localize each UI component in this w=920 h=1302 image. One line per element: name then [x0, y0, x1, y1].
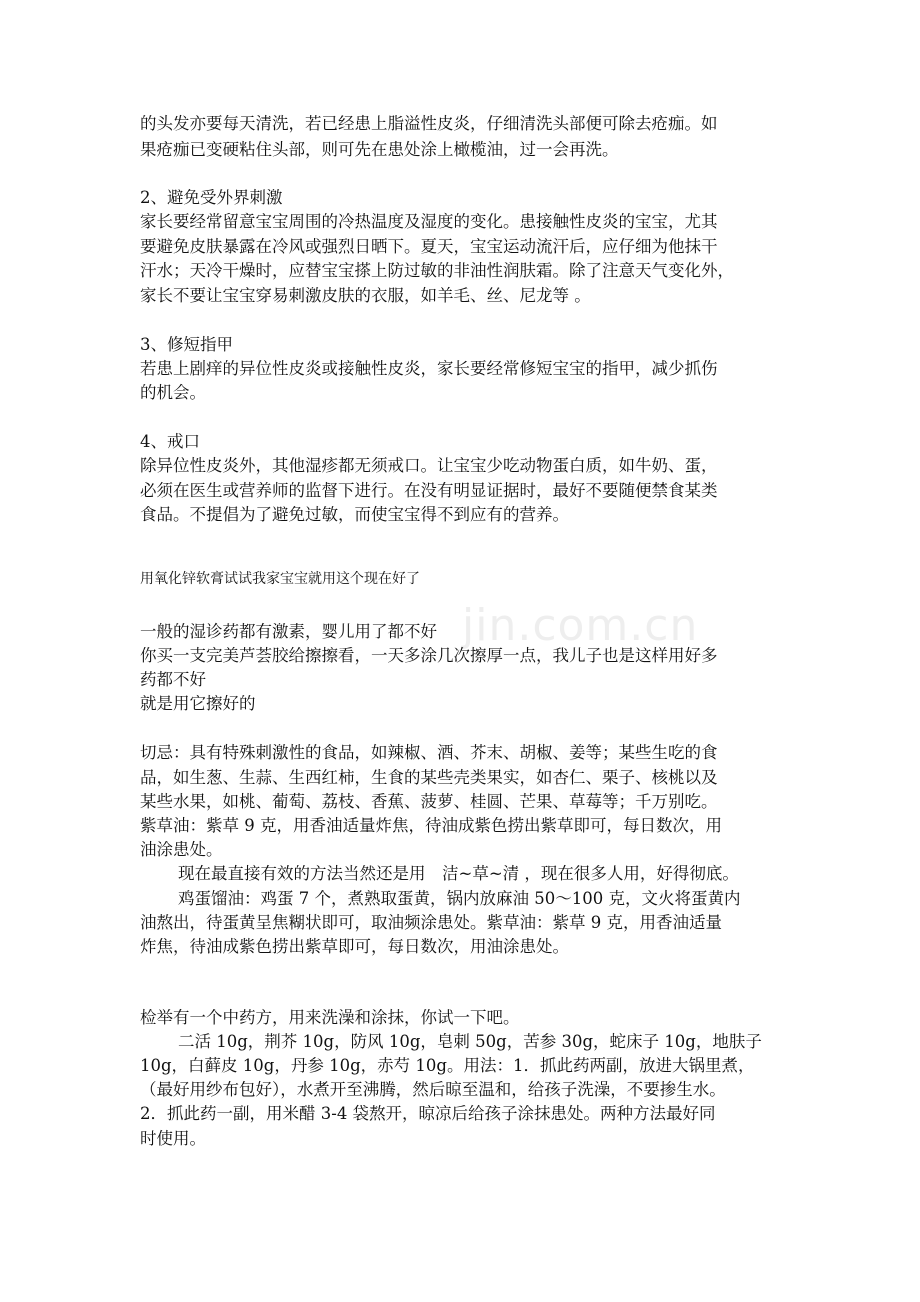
text-line: 品，如生葱、生蒜、生西红柿，生食的某些壳类果实，如杏仁、栗子、核桃以及: [140, 768, 718, 787]
text-line: 除异位性皮炎外，其他湿疹都无须戒口。让宝宝少吃动物蛋白质，如牛奶、蛋，: [140, 456, 718, 475]
text-line: 切忌：具有特殊刺激性的食品，如辣椒、酒、芥末、胡椒、姜等；某些生吃的食: [140, 743, 718, 762]
section-heading: 4、戒口: [140, 432, 200, 451]
text-line: 某些水果，如桃、葡萄、荔枝、香蕉、菠萝、桂圆、芒果、草莓等；千万别吃。: [140, 792, 718, 811]
text-line: 检举有一个中药方，用来洗澡和涂抹，你试一下吧。: [140, 1008, 520, 1027]
text-line: 食品。不提倡为了避免过敏，而使宝宝得不到应有的营养。: [140, 505, 569, 524]
text-line: 紫草油：紫草 9 克，用香油适量炸焦，待油成紫色捞出紫草即可，每日数次，用: [140, 816, 722, 835]
text-line: 你买一支完美芦荟胶给擦擦看，一天多涂几次擦厚一点，我儿子也是这样用好多: [140, 646, 718, 665]
text-line: （最好用纱布包好），水煮开至沸腾，然后晾至温和，给孩子洗澡，不要掺生水。: [140, 1080, 726, 1099]
section-heading: 2、避免受外界刺激: [140, 188, 283, 207]
text-line: 汗水；天冷干燥时，应替宝宝搽上防过敏的非油性润肤霜。除了注意天气变化外，: [140, 261, 734, 280]
text-line: 的头发亦要每天清洗，若已经患上脂溢性皮炎，仔细清洗头部便可除去疮痂。如: [140, 114, 718, 133]
text-line: 家长不要让宝宝穿易刺激皮肤的衣服，如羊毛、丝、尼龙等 。: [140, 286, 591, 305]
text-line: 药都不好: [140, 670, 206, 689]
text-line: 若患上剧痒的异位性皮炎或接触性皮炎，家长要经常修短宝宝的指甲，减少抓伤: [140, 359, 718, 378]
text-line: 必须在医生或营养师的监督下进行。在没有明显证据时，最好不要随便禁食某类: [140, 481, 718, 500]
text-line: 油涂患处。: [140, 840, 223, 859]
watermark: jin.com.cn: [462, 600, 699, 651]
text-line: 就是用它擦好的: [140, 694, 256, 713]
text-line: 用氧化锌软膏试试我家宝宝就用这个现在好了: [140, 571, 420, 587]
text-line: 要避免皮肤暴露在冷风或强烈日晒下。夏天，宝宝运动流汗后，应仔细为他抹干: [140, 237, 718, 256]
text-line: 二活 10g，荆芥 10g，防风 10g，皂刺 50g，苦参 30g，蛇床子 10g，地肤子: [178, 1032, 762, 1051]
section-heading: 3、修短指甲: [140, 335, 233, 354]
text-line: 一般的湿诊药都有激素，婴儿用了都不好: [140, 622, 437, 641]
text-line: 现在最直接有效的方法当然还是用 洁~草~清 ，现在很多人用，好得彻底。: [178, 864, 739, 883]
text-line: 家长要经常留意宝宝周围的冷热温度及湿度的变化。患接触性皮炎的宝宝，尤其: [140, 212, 718, 231]
text-line: 时使用。: [140, 1129, 206, 1148]
text-line: 炸焦，待油成紫色捞出紫草即可，每日数次，用油涂患处。: [140, 937, 569, 956]
text-line: 油熬出，待蛋黄呈焦糊状即可，取油频涂患处。紫草油：紫草 9 克，用香油适量: [140, 913, 722, 932]
text-line: 2．抓此药一副，用米醋 3-4 袋熬开，晾凉后给孩子涂抹患处。两种方法最好同: [140, 1104, 716, 1123]
text-line: 的机会。: [140, 383, 206, 402]
text-line: 鸡蛋馏油：鸡蛋 7 个，煮熟取蛋黄，锅内放麻油 50～100 克，文火将蛋黄内: [178, 889, 741, 908]
text-line: 果疮痂已变硬粘住头部，则可先在患处涂上橄榄油，过一会再洗。: [140, 140, 619, 159]
text-line: 10g，白藓皮 10g，丹参 10g，赤芍 10g。用法：1．抓此药两副，放进大锅里煮，: [140, 1056, 755, 1075]
